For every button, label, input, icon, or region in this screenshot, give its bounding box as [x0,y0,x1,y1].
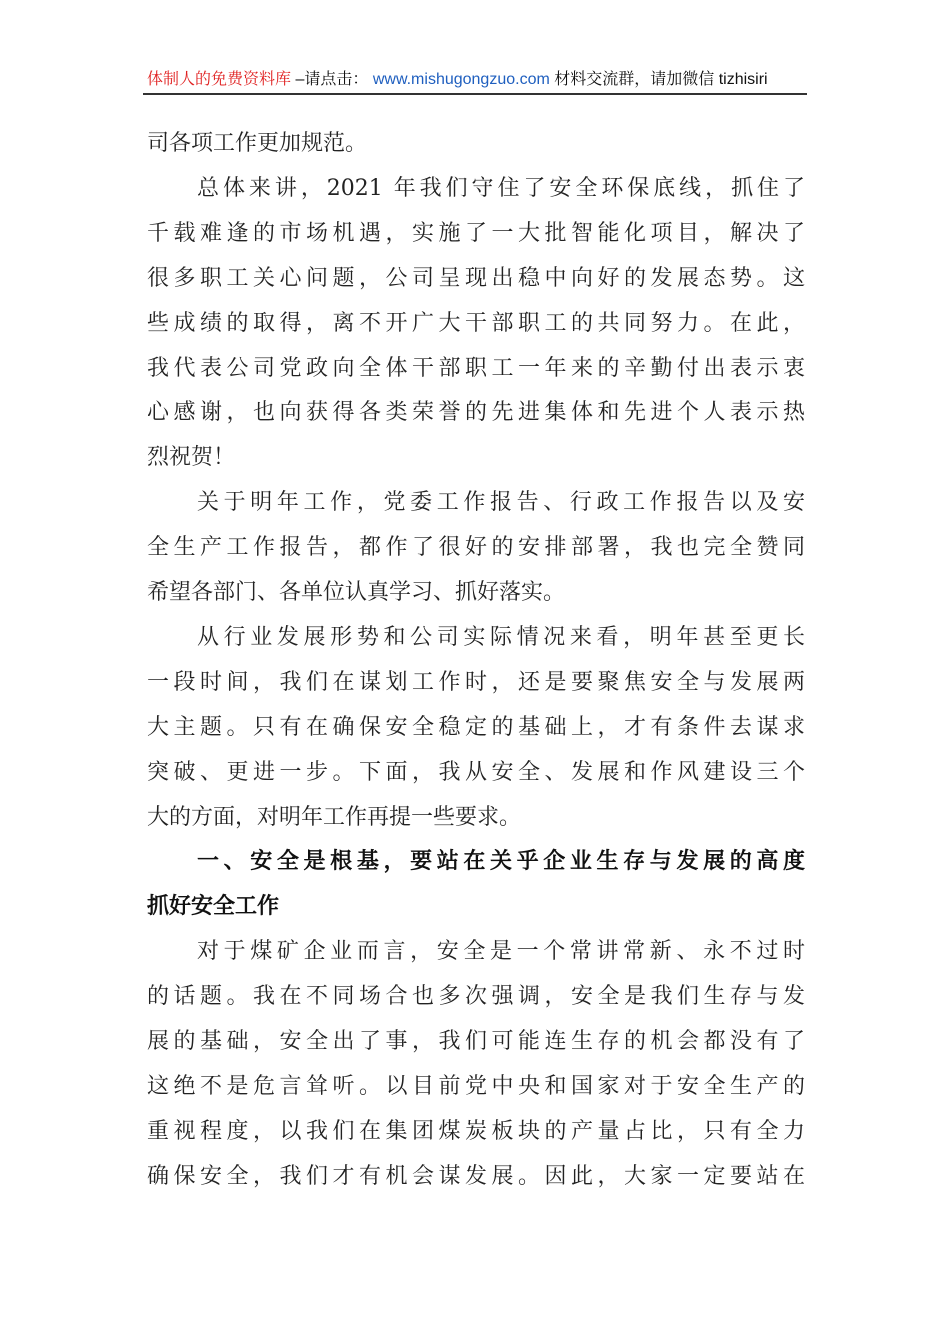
paragraph-line: 司各项工作更加规范。 [147,131,368,156]
paragraph-line: 我代表公司党政向全体干部职工一年来的辛勤付出表示衷 [147,355,805,381]
paragraph-line: 一段时间，我们在谋划工作时，还是要聚焦安全与发展两 [147,669,805,695]
paragraph-line: 关于明年工作，党委工作报告、行政工作报告以及安 [197,490,805,516]
paragraph-line: 很多职工关心问题，公司呈现出稳中向好的发展态势。这 [147,265,805,291]
page-header [147,68,805,92]
header-link[interactable]: www.mishugongzuo.com [372,71,550,88]
paragraph-line: 对于煤矿企业而言，安全是一个常讲常新、永不过时 [197,939,805,965]
paragraph-line: 确保安全，我们才有机会谋发展。因此，大家一定要站在 [147,1163,805,1189]
paragraph-line: 突破、更进一步。下面，我从安全、发展和作风建设三个 [147,759,805,785]
paragraph-line: 大主题。只有在确保安全稳定的基础上，才有条件去谋求 [147,714,805,740]
paragraph-line: 展的基础，安全出了事，我们可能连生存的机会都没有了 [147,1029,805,1054]
paragraph-line: 心感谢，也向获得各类荣誉的先进集体和先进个人表示热 [147,400,805,426]
paragraph-line: 总体来讲，2021 年我们守住了安全环保底线，抓住了 [197,175,805,201]
header-brand: 体制人的免费资料库 [147,71,292,88]
header-divider [143,93,807,95]
paragraph-line: 烈祝贺！ [147,445,236,471]
section-heading-line: 抓好安全工作 [147,894,280,920]
paragraph-line: 千载难逢的市场机遇，实施了一大批智能化项目，解决了 [147,220,805,246]
paragraph-line: 全生产工作报告，都作了很好的安排部署，我也完全赞同 [147,535,805,561]
paragraph-line: 这绝不是危言耸听。以目前党中央和国家对于安全生产的 [147,1073,805,1099]
header-prompt: –请点击： [295,71,369,88]
paragraph-line: 重视程度，以我们在集团煤炭板块的产量占比，只有全力 [147,1118,805,1144]
paragraph-line: 从行业发展形势和公司实际情况来看，明年甚至更长 [197,624,805,650]
section-heading-line: 一、安全是根基，要站在关乎企业生存与发展的高度 [197,849,805,875]
header-suffix: 材料交流群，请加微信 tizhisiri [554,71,768,88]
paragraph-line: 的话题。我在不同场合也多次强调，安全是我们生存与发 [147,984,805,1010]
paragraph-line: 些成绩的取得，离不开广大干部职工的共同努力。在此， [147,310,805,336]
paragraph-line: 大的方面，对明年工作再提一些要求。 [147,804,522,830]
paragraph-line: 希望各部门、各单位认真学习、抓好落实。 [147,580,566,605]
